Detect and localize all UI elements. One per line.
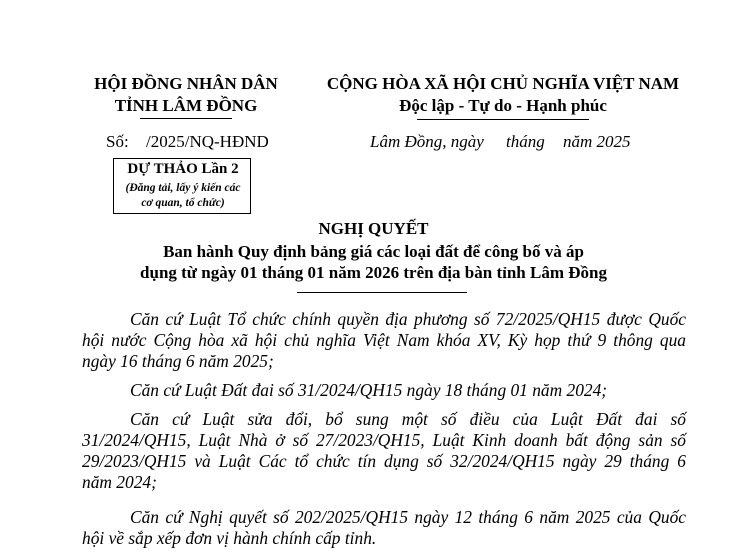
paragraph-line: ngày 16 tháng 6 năm 2025; [82,351,274,371]
national-motto-underline [417,119,589,120]
draft-note-line1: (Đăng tải, lấy ý kiến các [125,182,241,194]
legal-basis-paragraph-2 [82,380,686,401]
paragraph-line: 29/2023/QH15 và Luật Các tổ chức tín dụng số 32/2024/QH15 ngày 29 tháng 6 [82,451,686,471]
paragraph-line: 31/2024/QH15, Luật Nhà ở số 27/2023/QH15, Luật Kinh doanh bất động sản số [82,430,686,450]
legal-basis-paragraph-3 [82,409,686,493]
document-subject-line2: dụng từ ngày 01 tháng 01 năm 2026 trên địa bàn tỉnh Lâm Đồng [140,263,607,282]
paragraph-line: Căn cứ Luật sửa đổi, bổ sung một số điều của Luật Đất đai số [130,409,686,429]
document-type-title: NGHỊ QUYẾT [318,219,429,238]
date-month: tháng [506,132,545,151]
national-title: CỘNG HÒA XÃ HỘI CHỦ NGHĨA VIỆT NAM [326,74,680,93]
draft-note-line2: cơ quan, tổ chức) [141,197,225,209]
issuing-body-line1: HỘI ĐỒNG NHÂN DÂN [94,74,278,93]
paragraph-line: hội nước Cộng hòa xã hội chủ nghĩa Việt Nam khóa XV, Kỳ họp thứ 9 thông qua [82,330,686,350]
document-number-label: Số: [106,132,129,151]
paragraph-line: năm 2024; [82,472,157,492]
legal-basis-paragraph-4 [82,507,686,549]
legal-basis-paragraph-1 [82,309,686,372]
paragraph-line: Căn cứ Luật Đất đai số 31/2024/QH15 ngày 18 tháng 01 năm 2024; [130,380,608,400]
paragraph-line: Căn cứ Luật Tổ chức chính quyền địa phương số 72/2025/QH15 được Quốc [130,309,686,329]
national-motto: Độc lập - Tự do - Hạnh phúc [399,96,607,115]
document-subject-line1: Ban hành Quy định bảng giá các loại đất để công bố và áp [163,242,584,261]
draft-stamp-box [113,158,251,214]
issuing-body-line2: TỈNH LÂM ĐỒNG [114,96,258,115]
paragraph-line: Căn cứ Nghị quyết số 202/2025/QH15 ngày 12 tháng 6 năm 2025 của Quốc [130,507,686,527]
draft-title: DỰ THẢO Lần 2 [127,161,239,177]
title-divider [297,292,467,293]
issuing-body-underline [140,118,232,119]
paragraph-line: hội về sắp xếp đơn vị hành chính cấp tỉnh. [82,528,377,548]
date-year: năm 2025 [563,132,631,151]
document-number: /2025/NQ-HĐND [146,132,269,151]
place-date: Lâm Đồng, ngày [370,132,484,151]
